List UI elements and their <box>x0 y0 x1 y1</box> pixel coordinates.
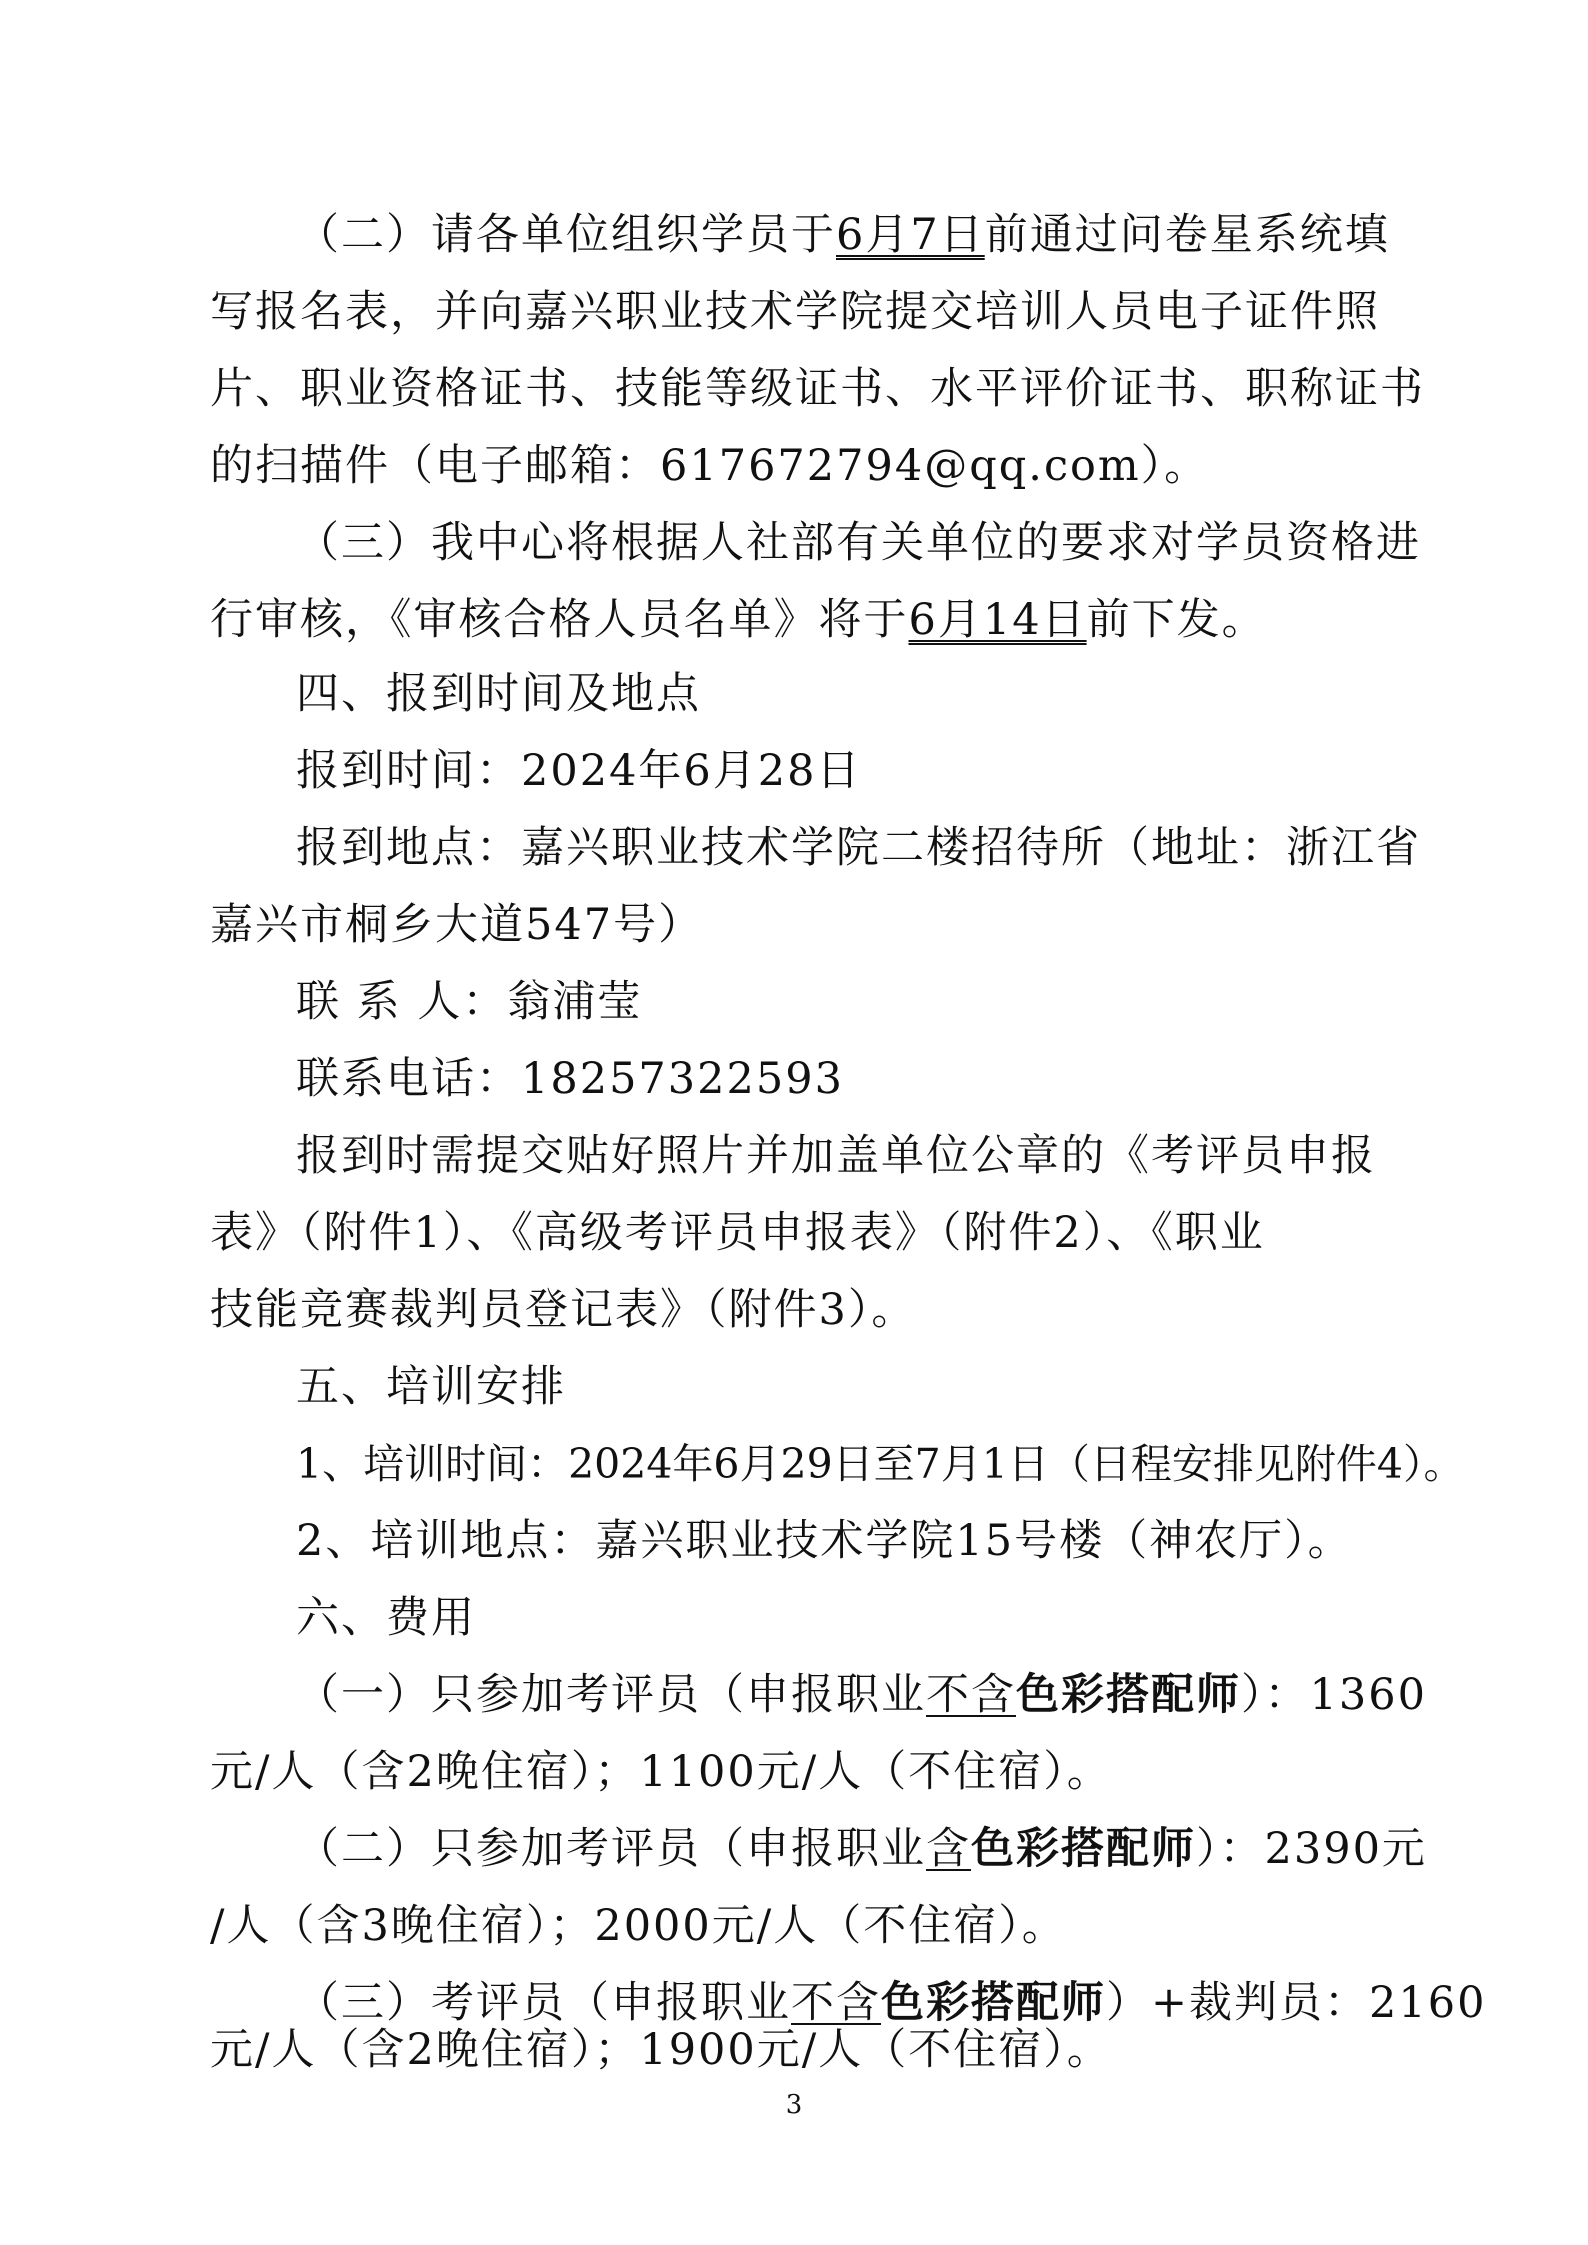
para3-text-a: 行审核，《审核合格人员名单》将于 <box>210 595 909 645</box>
para3-text-b: 前下发。 <box>1086 595 1267 645</box>
deadline-date-2: 6月14日 <box>908 595 1087 645</box>
fee3-profession: 色彩搭配师 <box>881 1978 1106 2028</box>
page-number: 3 <box>785 2090 803 2120</box>
report-note-line2: 表》（附件1）、《高级考评员申报表》（附件2）、《职业 <box>210 1208 1265 1258</box>
fee2-line1 <box>296 1819 1427 1879</box>
fee3-text-a: （三）考评员（申报职业 <box>296 1978 791 2028</box>
para2-line1 <box>296 205 1390 265</box>
training-place: 2、培训地点：嘉兴职业技术学院15号楼（神农厅）。 <box>296 1516 1353 1566</box>
report-time: 报到时间：2024年6月28日 <box>296 746 862 796</box>
deadline-date-1: 6月7日 <box>836 210 985 260</box>
para2-line2: 写报名表，并向嘉兴职业技术学院提交培训人员电子证件照 <box>210 287 1380 337</box>
fee3-line2: 元/人（含2晚住宿）；1900元/人（不住宿）。 <box>210 2025 1112 2075</box>
fee2-text-a: （二）只参加考评员（申报职业 <box>296 1824 926 1874</box>
fee1-line1 <box>296 1665 1427 1725</box>
para2-text-a: （二）请各单位组织学员于 <box>296 210 836 260</box>
contact-phone: 联系电话：18257322593 <box>296 1054 844 1104</box>
fee1-profession: 色彩搭配师 <box>1016 1670 1241 1720</box>
report-note-line1: 报到时需提交贴好照片并加盖单位公章的《考评员申报 <box>296 1131 1376 1181</box>
fee2-incl: 含 <box>926 1824 971 1874</box>
para2-text-b: 前通过问卷星系统填 <box>984 210 1390 260</box>
fee1-text-a: （一）只参加考评员（申报职业 <box>296 1670 926 1720</box>
fee2-line2: /人（含3晚住宿）；2000元/人（不住宿）。 <box>210 1901 1067 1951</box>
fee1-excl: 不含 <box>926 1670 1016 1720</box>
para2-line3: 片、职业资格证书、技能等级证书、水平评价证书、职称证书 <box>210 364 1425 414</box>
training-time: 1、培训时间：2024年6月29日至7月1日（日程安排见附件4）。 <box>296 1440 1465 1488</box>
section6-heading: 六、费用 <box>296 1593 476 1643</box>
fee2-profession: 色彩搭配师 <box>971 1824 1196 1874</box>
fee3-text-c: ）+裁判员：2160 <box>1106 1978 1487 2028</box>
section4-heading: 四、报到时间及地点 <box>296 669 701 719</box>
section5-heading: 五、培训安排 <box>296 1362 566 1412</box>
fee3-excl: 不含 <box>791 1978 881 2028</box>
para3-line2 <box>210 590 1380 650</box>
report-note-line3: 技能竞赛裁判员登记表》（附件3）。 <box>210 1285 917 1335</box>
para3-line1: （三）我中心将根据人社部有关单位的要求对学员资格进 <box>296 518 1421 568</box>
fee1-text-c: ）：1360 <box>1241 1670 1427 1720</box>
report-place-line2: 嘉兴市桐乡大道547号） <box>210 900 704 950</box>
report-place-line1: 报到地点：嘉兴职业技术学院二楼招待所（地址：浙江省 <box>296 823 1421 873</box>
fee2-text-c: ）：2390元 <box>1196 1824 1427 1874</box>
contact-person: 联 系 人：翁浦莹 <box>296 977 643 1027</box>
para2-line4: 的扫描件（电子邮箱：617672794@qq.com）。 <box>210 441 1210 491</box>
fee1-line2: 元/人（含2晚住宿）；1100元/人（不住宿）。 <box>210 1747 1112 1797</box>
